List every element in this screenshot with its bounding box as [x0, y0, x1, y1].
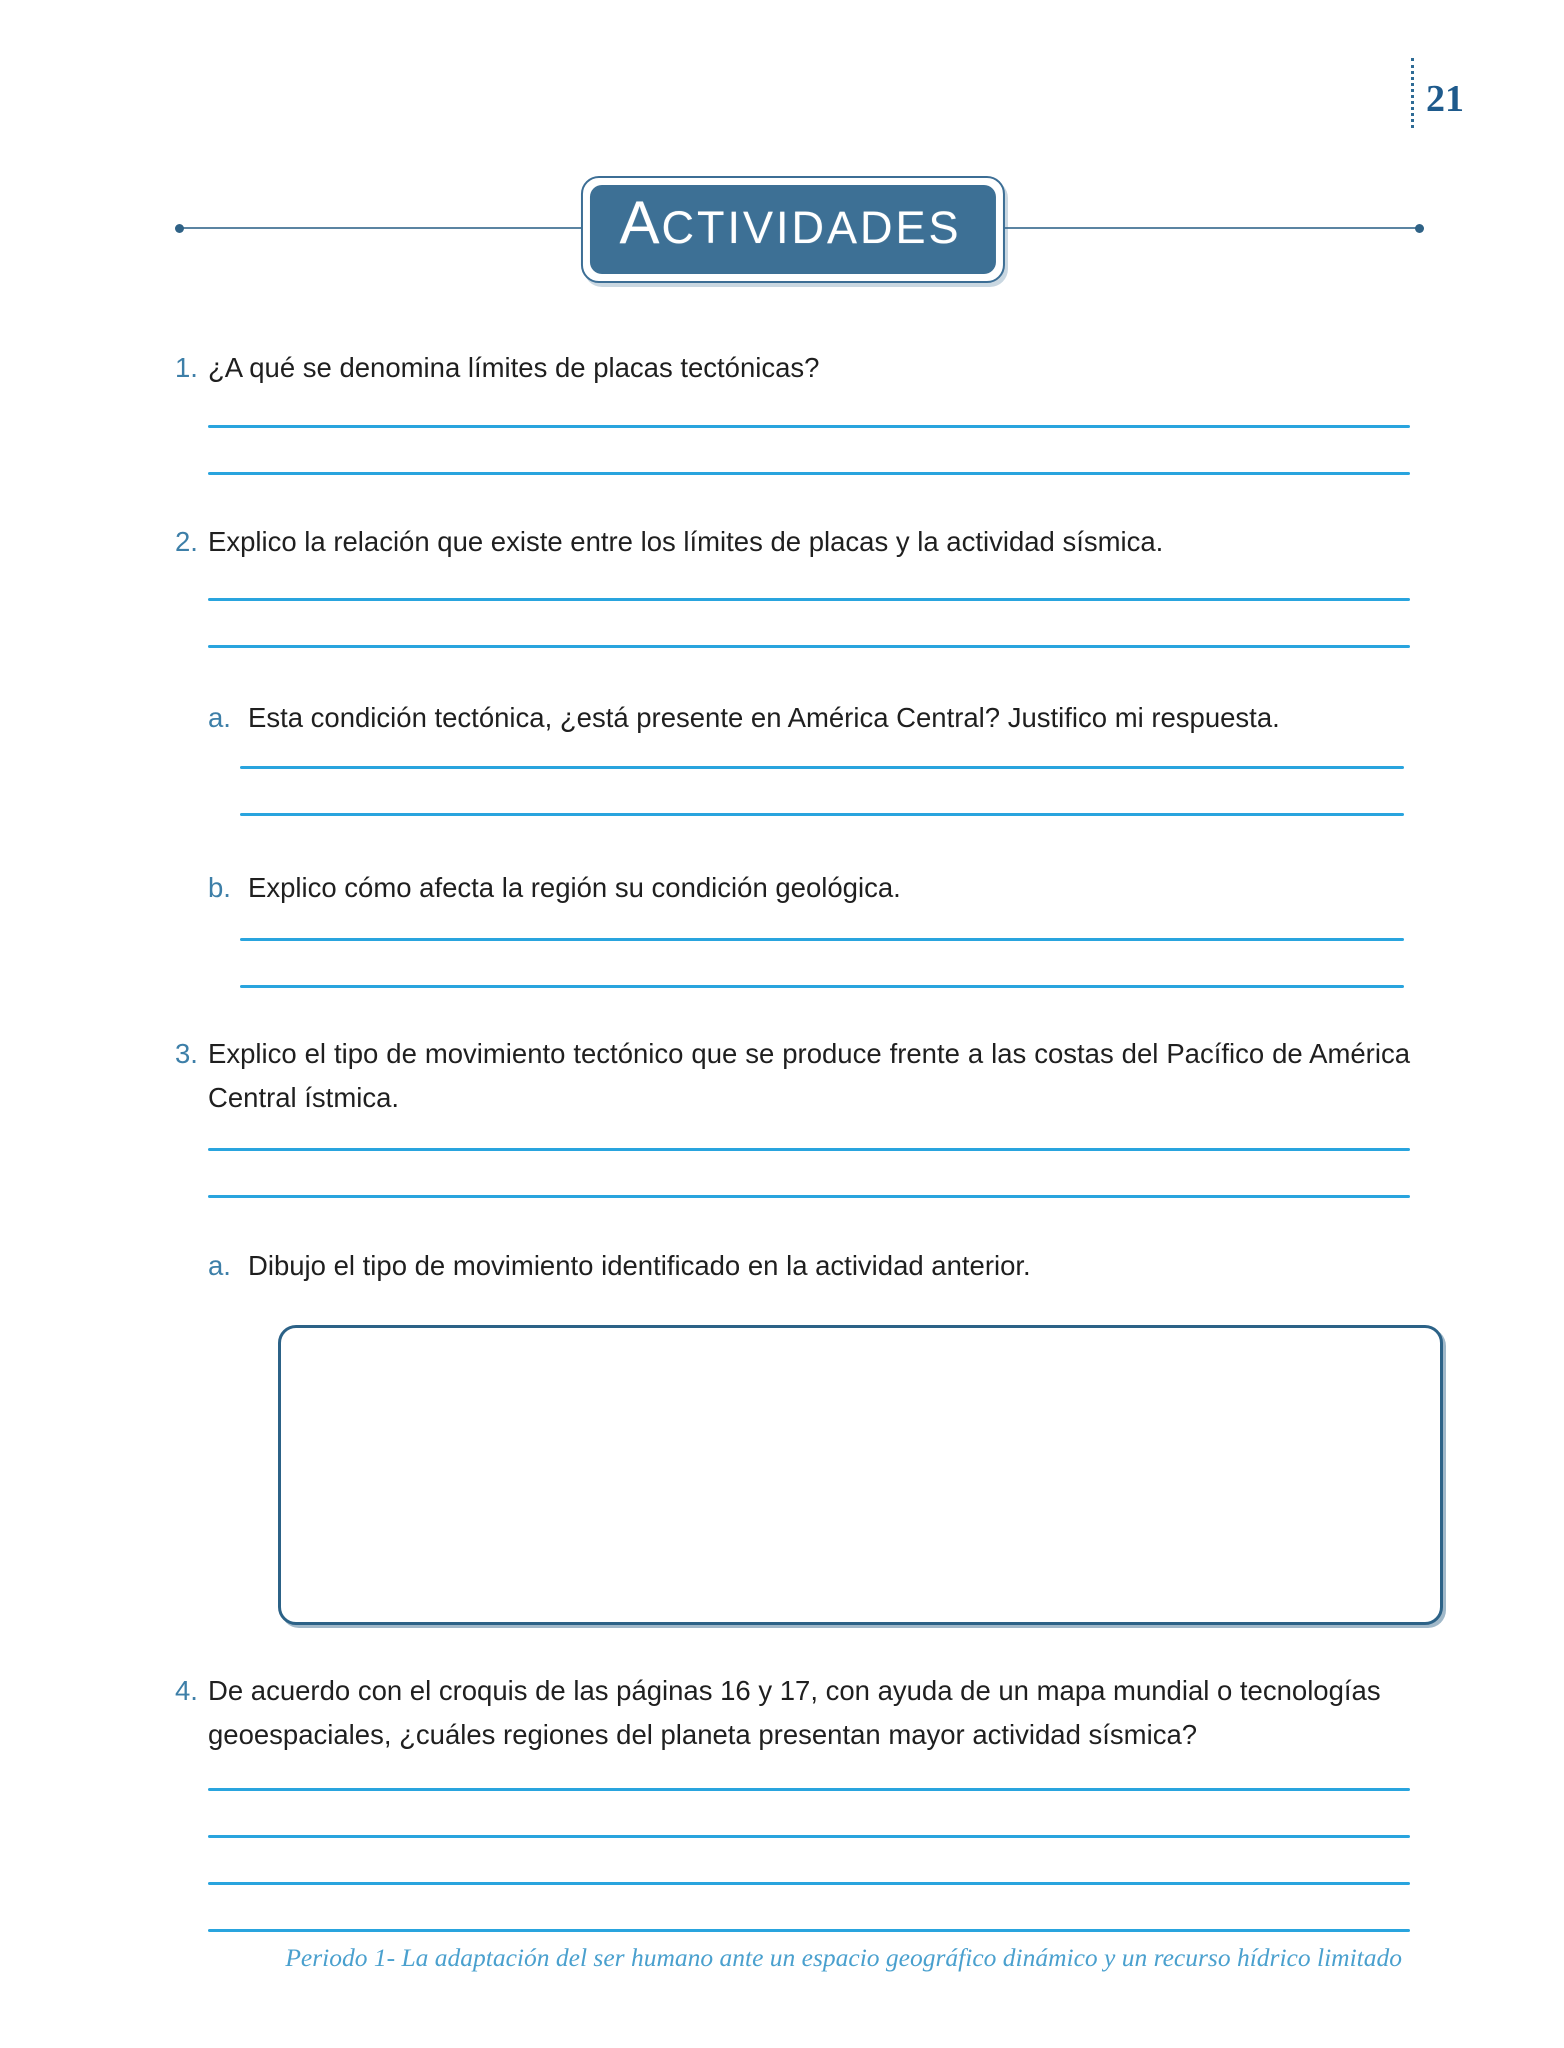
question-2b [208, 866, 1410, 988]
answer-line[interactable] [240, 938, 1404, 941]
drawing-box[interactable] [278, 1325, 1443, 1625]
page-number-block [1411, 58, 1464, 128]
footer-caption: Periodo 1- La adaptación del ser humano ante un espacio geográfico dinámico y un recurso hídrico limitado [285, 1943, 1402, 1972]
activities-banner-row [175, 176, 1410, 280]
question-4 [175, 1669, 1410, 1932]
question-2b-text: Explico cómo afecta la región su condición geológica. [248, 872, 901, 903]
answer-line[interactable] [208, 1195, 1410, 1198]
answer-line[interactable] [240, 813, 1404, 816]
answer-line[interactable] [208, 1148, 1410, 1151]
question-1 [175, 346, 1410, 475]
answer-line[interactable] [208, 598, 1410, 601]
question-2-number: 2. [175, 526, 198, 557]
banner-rest: CTIVIDADES [661, 202, 962, 253]
answer-line[interactable] [208, 1788, 1410, 1791]
answer-line[interactable] [208, 425, 1410, 428]
rule-left-dot [175, 224, 184, 233]
question-2a-text: Esta condición tectónica, ¿está presente en América Central? Justifico mi respuesta. [248, 702, 1280, 733]
banner-initial: A [619, 189, 662, 256]
answer-line[interactable] [240, 766, 1404, 769]
question-3-number: 3. [175, 1038, 198, 1069]
answer-line[interactable] [208, 645, 1410, 648]
question-1-text: ¿A qué se denomina límites de placas tectónicas? [208, 352, 820, 383]
answer-line[interactable] [240, 985, 1404, 988]
question-3a-letter: a. [208, 1250, 231, 1281]
question-2-text: Explico la relación que existe entre los límites de placas y la actividad sísmica. [208, 526, 1164, 557]
page-number: 21 [1426, 78, 1464, 120]
question-4-number: 4. [175, 1675, 198, 1706]
question-3a [208, 1244, 1410, 1625]
question-2b-letter: b. [208, 872, 231, 903]
answer-line[interactable] [208, 472, 1410, 475]
question-3-text: Explico el tipo de movimiento tectónico que se produce frente a las costas del Pacífico de América Central ístmica. [208, 1038, 1410, 1113]
question-2 [175, 520, 1410, 988]
question-2a [208, 696, 1410, 816]
question-3a-text: Dibujo el tipo de movimiento identificado en la actividad anterior. [248, 1250, 1031, 1281]
question-1-number: 1. [175, 352, 198, 383]
rule-right-dot [1415, 224, 1424, 233]
activities-banner [580, 176, 1004, 283]
question-2a-letter: a. [208, 702, 231, 733]
activities-banner-label [589, 185, 995, 274]
answer-line[interactable] [208, 1882, 1410, 1885]
answer-line[interactable] [208, 1835, 1410, 1838]
question-3 [175, 1032, 1410, 1625]
question-4-text: De acuerdo con el croquis de las páginas 16 y 17, con ayuda de un mapa mundial o tecnologías geoespaciales, ¿cuáles regiones del planeta presentan mayor actividad sísmica? [208, 1675, 1381, 1750]
answer-line[interactable] [208, 1929, 1410, 1932]
